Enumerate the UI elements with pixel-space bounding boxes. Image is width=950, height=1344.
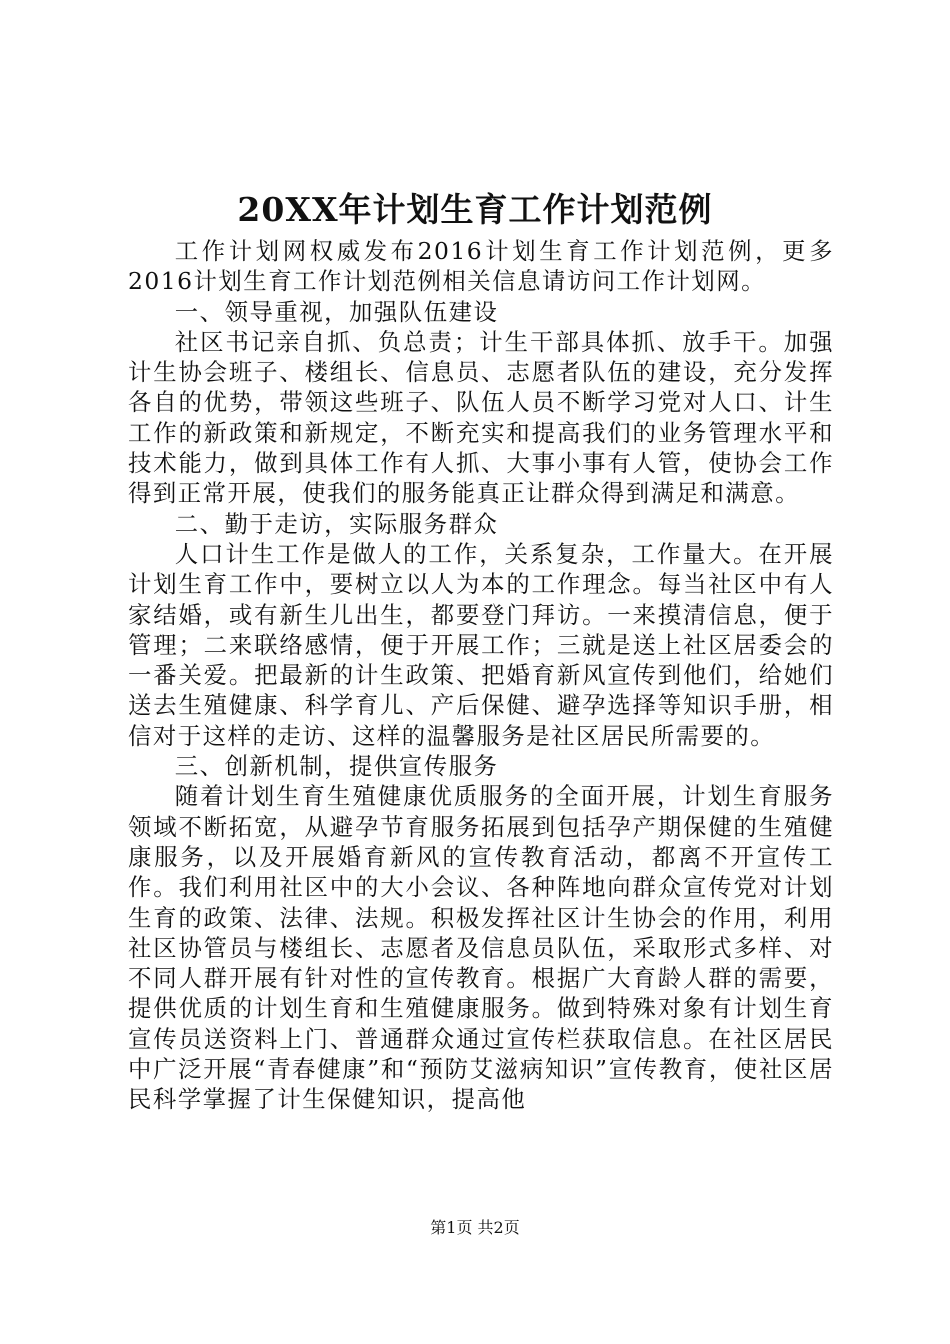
section-heading-3: 三、创新机制，提供宣传服务 bbox=[174, 752, 499, 781]
section-heading-2: 二、勤于走访，实际服务群众 bbox=[174, 509, 499, 538]
document-title: 20XX年计划生育工作计划范例 bbox=[237, 190, 713, 229]
section-paragraph-2: 人口计生工作是做人的工作，关系复杂，工作量大。在开展计划生育工作中，要树立以人为本的工作理念。每当社区中有人家结婚，或有新生儿出生，都要登门拜访。一来摸清信息，便于管理；二来联络感情，便于开展工作；三就是送上社区居委会的一番关爱。把最新的计生政策、把婚育新风宣传到他们，给她们送去生殖健康、科学育儿、产后保健、避孕选择等知识手册，相信对于这样的走访、这样的温馨服务是社区居民所需要的。 bbox=[128, 539, 834, 750]
section-paragraph-1: 社区书记亲自抓、负总责；计生干部具体抓、放手干。加强计生协会班子、楼组长、信息员、志愿者队伍的建设，充分发挥各自的优势，带领这些班子、队伍人员不断学习党对人口、计生工作的新政策和新规定，不断充实和提高我们的业务管理水平和技术能力，做到具体工作有人抓、大事小事有人管，使协会工作得到正常开展，使我们的服务能真正让群众得到满足和满意。 bbox=[128, 327, 834, 508]
section-heading-1: 一、领导重视，加强队伍建设 bbox=[174, 297, 499, 326]
page-footer: 第1页 共2页 bbox=[430, 1218, 520, 1237]
section-paragraph-3: 随着计划生育生殖健康优质服务的全面开展，计划生育服务领域不断拓宽，从避孕节育服务拓展到包括孕产期保健的生殖健康服务，以及开展婚育新风的宣传教育活动，都离不开宣传工作。我们利用社区中的大小会议、各种阵地向群众宣传党对计划生育的政策、法律、法规。积极发挥社区计生协会的作用，利用社区协管员与楼组长、志愿者及信息员队伍，采取形式多样、对不同人群开展有针对性的宣传教育。根据广大育龄人群的需要，提供优质的计划生育和生殖健康服务。做到特殊对象有计划生育宣传员送资料上门、普通群众通过宣传栏获取信息。在社区居民中广泛开展“青春健康”和“预防艾滋病知识”宣传教育，使社区居民科学掌握了计生保健知识，提高他 bbox=[128, 782, 834, 1114]
intro-paragraph: 工作计划网权威发布2016计划生育工作计划范例，更多2016计划生育工作计划范例相关信息请访问工作计划网。 bbox=[128, 237, 834, 296]
document-body bbox=[128, 236, 834, 1115]
